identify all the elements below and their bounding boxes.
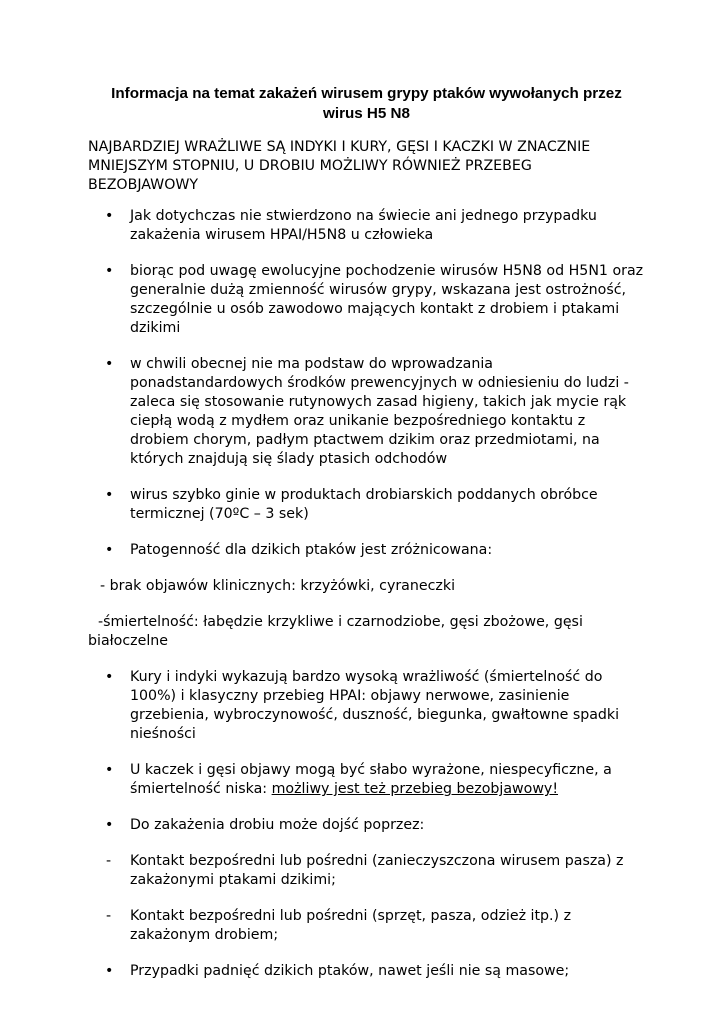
dash-icon: - bbox=[106, 853, 112, 869]
list-item bbox=[88, 207, 645, 245]
list-item-text: Kury i indyki wykazują bardzo wysoką wrażliwość (śmiertelność do 100%) i klasyczny przebieg HPAI: objawy nerwowe, zasinienie grzebienia, wybroczynowość, duszność, biegunka, gwałtowne spadki nieśności bbox=[130, 669, 620, 742]
list-item-text: wirus szybko ginie w produktach drobiarskich poddanych obróbce termicznej (70ºC – 3 sek) bbox=[130, 487, 598, 522]
bullet-icon: • bbox=[105, 963, 114, 979]
dash-icon: - bbox=[106, 908, 112, 924]
list-item bbox=[88, 486, 645, 524]
bullet-icon: • bbox=[105, 817, 114, 833]
document-title: Informacja na temat zakażeń wirusem grypy ptaków wywołanych przez wirus H5 N8 bbox=[111, 85, 622, 122]
bullet-icon: • bbox=[105, 208, 114, 224]
list-item-text: Kontakt bezpośredni lub pośredni (sprzęt, pasza, odzież itp.) z zakażonym drobiem; bbox=[130, 908, 572, 943]
dash-item bbox=[88, 852, 645, 890]
bullet-icon: • bbox=[105, 762, 114, 778]
bullet-icon: • bbox=[105, 487, 114, 503]
list-item-text: Kontakt bezpośredni lub pośredni (zanieczyszczona wirusem pasza) z zakażonymi ptakami dzikimi; bbox=[130, 853, 624, 888]
list-item-text: Patogenność dla dzikich ptaków jest zróżnicowana: bbox=[130, 542, 493, 558]
plain-line-no-symptoms: - brak objawów klinicznych: krzyżówki, cyraneczki bbox=[100, 578, 456, 594]
list-item bbox=[88, 761, 645, 799]
plain-line-mortality: -śmiertelność: łabędzie krzykliwe i czarnodziobe, gęsi zbożowe, gęsi białoczelne bbox=[88, 614, 583, 649]
bullet-icon: • bbox=[105, 669, 114, 685]
bullet-icon: • bbox=[105, 542, 114, 558]
list-item-text: w chwili obecnej nie ma podstaw do wprowadzania ponadstandardowych środków prewencyjnych w odniesieniu do ludzi - zaleca się stosowanie rutynowych zasad higieny, takich jak mycie rąk ciepłą wodą z mydłem oraz unikanie bezpośredniego kontaktu z drobiem chorym, padłym ptactwem dzikim oraz przedmiotami, na których znajdują się ślady ptasich odchodów bbox=[130, 356, 629, 467]
list-item-text: Przypadki padnięć dzikich ptaków, nawet jeśli nie są masowe; bbox=[130, 963, 570, 979]
list-item bbox=[88, 541, 645, 560]
list-item-text: Do zakażenia drobiu może dojść poprzez: bbox=[130, 817, 425, 833]
bullet-icon: • bbox=[105, 263, 114, 279]
underlined-text: możliwy jest też przebieg bezobjawowy! bbox=[271, 781, 559, 797]
dash-item bbox=[88, 907, 645, 945]
list-item-text: Jak dotychczas nie stwierdzono na świecie ani jednego przypadku zakażenia wirusem HPAI/H5N8 u człowieka bbox=[130, 208, 597, 243]
list-item bbox=[88, 262, 645, 338]
list-item bbox=[88, 355, 645, 469]
bullet-list-2 bbox=[88, 668, 645, 981]
intro-paragraph: NAJBARDZIEJ WRAŻLIWE SĄ INDYKI I KURY, GĘSI I KACZKI W ZNACZNIE MNIEJSZYM STOPNIU, U DROBIU MOŻLIWY RÓWNIEŻ PRZEBEG BEZOBJAWOWY bbox=[88, 139, 591, 193]
bullet-icon: • bbox=[105, 356, 114, 372]
list-item bbox=[88, 816, 645, 835]
list-item bbox=[88, 668, 645, 744]
list-item bbox=[88, 962, 645, 981]
list-item-text: U kaczek i gęsi objawy mogą być słabo wyrażone, niespecyficzne, a śmiertelność niska: bbox=[130, 762, 612, 797]
list-item-text: biorąc pod uwagę ewolucyjne pochodzenie wirusów H5N8 od H5N1 oraz generalnie dużą zmienność wirusów grypy, wskazana jest ostrożność, szczególnie u osób zawodowo mających kontakt z drobiem i ptakami dzikimi bbox=[130, 263, 644, 336]
bullet-list-1 bbox=[88, 207, 645, 560]
